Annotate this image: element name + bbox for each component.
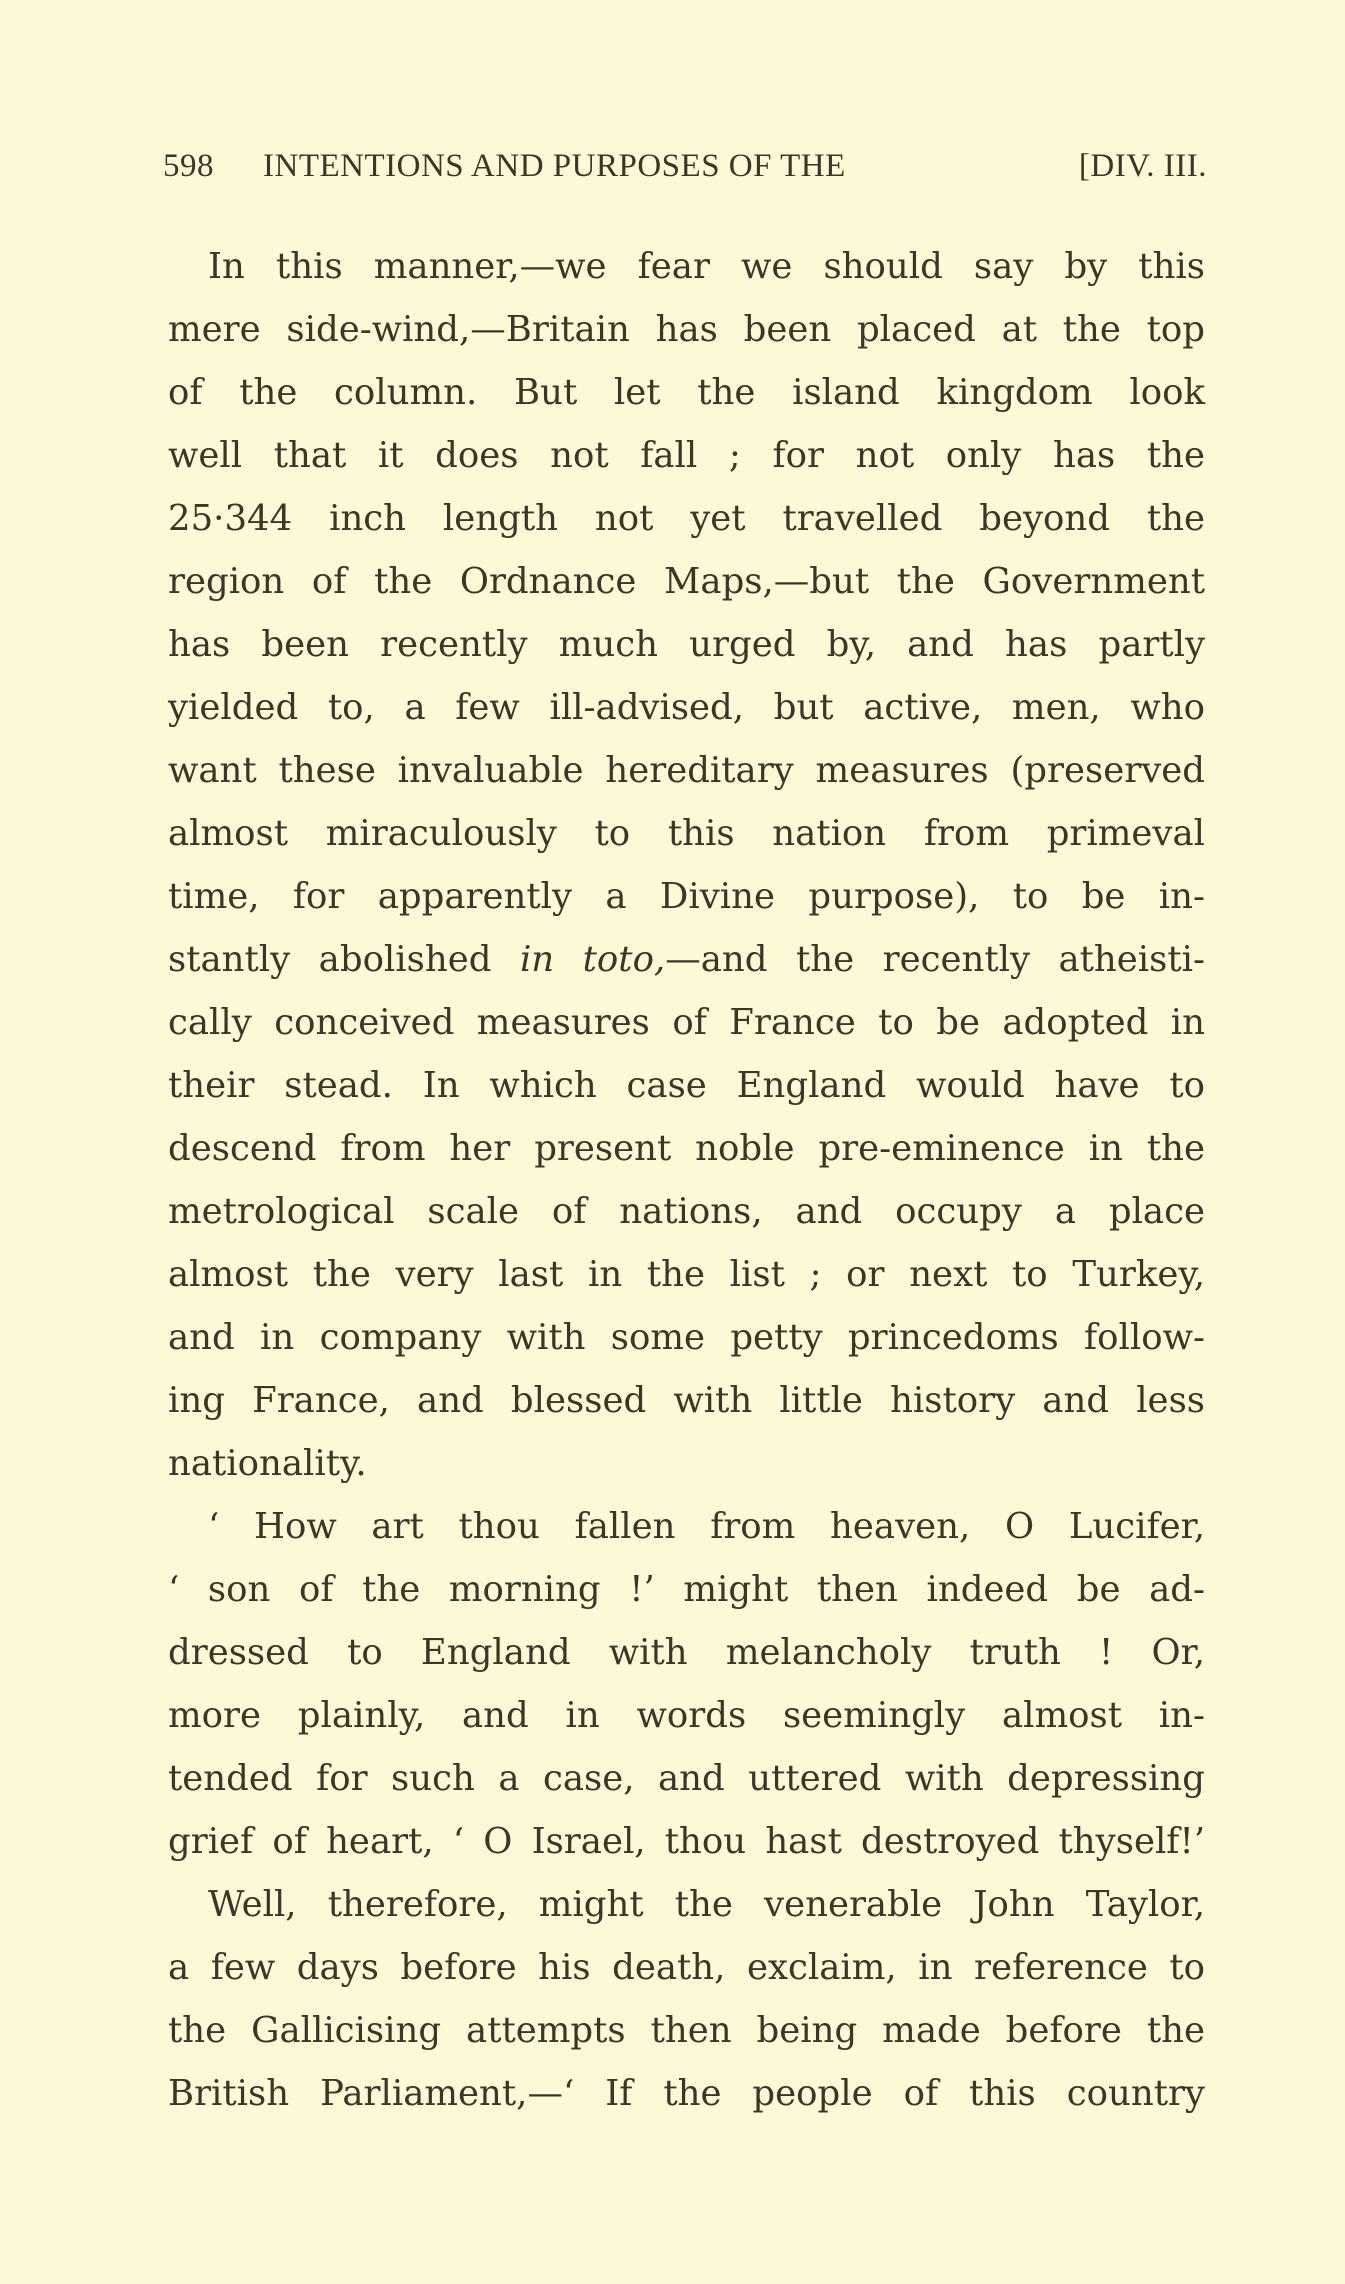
text-line: their stead. In which case England would have to [168, 1065, 1205, 1106]
text-line: want these invaluable hereditary measures (preserved [168, 750, 1205, 791]
body-text [168, 238, 1205, 2128]
text-line: 25·344 inch length not yet travelled beyond the [168, 498, 1205, 539]
text-line: ing France, and blessed with little history and less [168, 1380, 1205, 1421]
text-line: well that it does not fall ; for not only has the [168, 435, 1205, 476]
text-line: mere side-wind,—Britain has been placed at the top [168, 309, 1205, 350]
text-line: Well, therefore, might the venerable John Taylor, [208, 1884, 1205, 1925]
page-number: 598 [163, 148, 214, 184]
text-line: has been recently much urged by, and has partly [168, 624, 1205, 665]
text-line: of the column. But let the island kingdom look [168, 372, 1205, 413]
text-line: British Parliament,—‘ If the people of this country [168, 2073, 1205, 2114]
text-line: the Gallicising attempts then being made before the [168, 2010, 1205, 2051]
division-label: [DIV. III. [1078, 148, 1207, 184]
text-segment: stantly abolished [168, 939, 520, 980]
text-line: almost the very last in the list ; or next to Turkey, [168, 1254, 1205, 1295]
text-line: ‘ son of the morning !’ might then indeed be ad- [168, 1569, 1205, 1610]
text-line: dressed to England with melancholy truth ! Or, [168, 1632, 1205, 1673]
text-line: descend from her present noble pre-eminence in the [168, 1128, 1205, 1169]
text-line: time, for apparently a Divine purpose), to be in- [168, 876, 1205, 917]
text-line: and in company with some petty princedoms follow- [168, 1317, 1205, 1358]
text-line: grief of heart, ‘ O Israel, thou hast destroyed thyself!’ [168, 1821, 1205, 1862]
text-line: yielded to, a few ill-advised, but active, men, who [168, 687, 1205, 728]
text-segment: —and the recently atheisti- [665, 939, 1205, 980]
text-line: metrological scale of nations, and occupy a place [168, 1191, 1205, 1232]
text-line: more plainly, and in words seemingly almost in- [168, 1695, 1205, 1736]
text-line: region of the Ordnance Maps,—but the Government [168, 561, 1205, 602]
text-line: cally conceived measures of France to be adopted in [168, 1002, 1205, 1043]
italic-phrase: in toto, [519, 939, 666, 980]
text-line: ‘ How art thou fallen from heaven, O Lucifer, [208, 1506, 1205, 1547]
text-line: In this manner,—we fear we should say by this [208, 246, 1205, 287]
text-line [168, 931, 1205, 994]
running-header [163, 148, 1207, 194]
text-line: a few days before his death, exclaim, in reference to [168, 1947, 1205, 1988]
running-title: INTENTIONS AND PURPOSES OF THE [263, 148, 846, 184]
text-line: almost miraculously to this nation from primeval [168, 813, 1205, 854]
text-line: nationality. [168, 1443, 367, 1484]
text-line: tended for such a case, and uttered with depressing [168, 1758, 1205, 1799]
